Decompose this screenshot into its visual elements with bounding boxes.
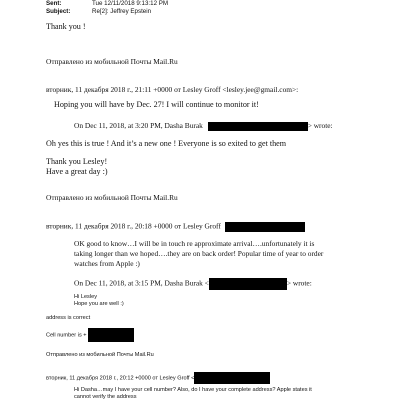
- quoted-message-line: Hoping you will have by Dec. 27! I will continue to monitor it!: [54, 100, 259, 109]
- mobile-signature: Отправлено из мобильной Почты Mail.Ru: [46, 193, 178, 202]
- quote-header: вторник, 11 декабря 2018 г., 20:18 +0000 от Lesley Groff: [46, 221, 221, 231]
- on-date-text: On Dec 11, 2018, at 3:15 PM, Dasha Burak <: [74, 278, 209, 288]
- thanks-line: Thank you Lesley!: [46, 157, 108, 166]
- hope-line: Hope you are well :): [74, 301, 124, 307]
- redaction-bar: [88, 328, 134, 342]
- thank-you-line: Thank you !: [46, 22, 86, 31]
- quote-header: вторник, 11 декабря 2018 г., 20:12 +0000 от Lesley Groff <: [46, 375, 195, 382]
- sent-label: Sent:: [46, 0, 62, 7]
- quoted-message-line: watches from Apple :): [74, 259, 140, 268]
- quoted-message-line: OK good to know…I will be in touch re approximate arrival….unfortunately it is: [74, 239, 315, 248]
- redaction-bar: [208, 122, 308, 131]
- on-date-wrote-line: [74, 122, 333, 131]
- wrote-text: > wrote:: [307, 121, 333, 131]
- mobile-signature: Отправлено из мобильной Почты Mail.Ru: [46, 57, 178, 66]
- redaction-bar: [225, 222, 305, 232]
- quoted-message-line: Hi Dasha…may I have your cell number? Also, do I have your complete address? Apple states it: [74, 387, 312, 393]
- quote-header-line: [46, 222, 305, 232]
- sent-value: Tue 12/11/2018 9:13:12 PM: [92, 0, 169, 7]
- redaction-bar: [194, 372, 270, 384]
- cell-number-text: Cell number is +: [46, 332, 87, 339]
- quoted-message-line: taking longer than we hoped….they are on back order! Popular time of year to order: [74, 249, 324, 258]
- mobile-signature: Отправлено из мобильной Почты Mail.Ru: [46, 352, 154, 358]
- quote-header-line: [46, 372, 270, 384]
- cell-number-line: [46, 328, 134, 342]
- subject-label: Subject:: [46, 8, 71, 15]
- subject-value: Re[2]: Jeffrey Epstein: [92, 8, 152, 15]
- address-line: address is correct: [46, 315, 91, 321]
- great-day-line: Have a great day :): [46, 167, 108, 176]
- redaction-bar: [209, 278, 287, 290]
- reply-line: Oh yes this is true ! And it’s a new one ! Everyone is so exited to get them: [46, 139, 287, 148]
- quote-header: вторник, 11 декабря 2018 г., 21:11 +0000 от Lesley Groff <lesley.jee@gmail.com>:: [46, 85, 299, 94]
- greeting-line: Hi Lesley: [74, 294, 98, 300]
- on-date-text: On Dec 11, 2018, at 3:20 PM, Dasha Burak: [74, 121, 203, 131]
- on-date-wrote-line: [74, 278, 312, 290]
- quoted-message-line: cannot verify the address: [74, 394, 137, 400]
- wrote-text: > wrote:: [286, 278, 312, 288]
